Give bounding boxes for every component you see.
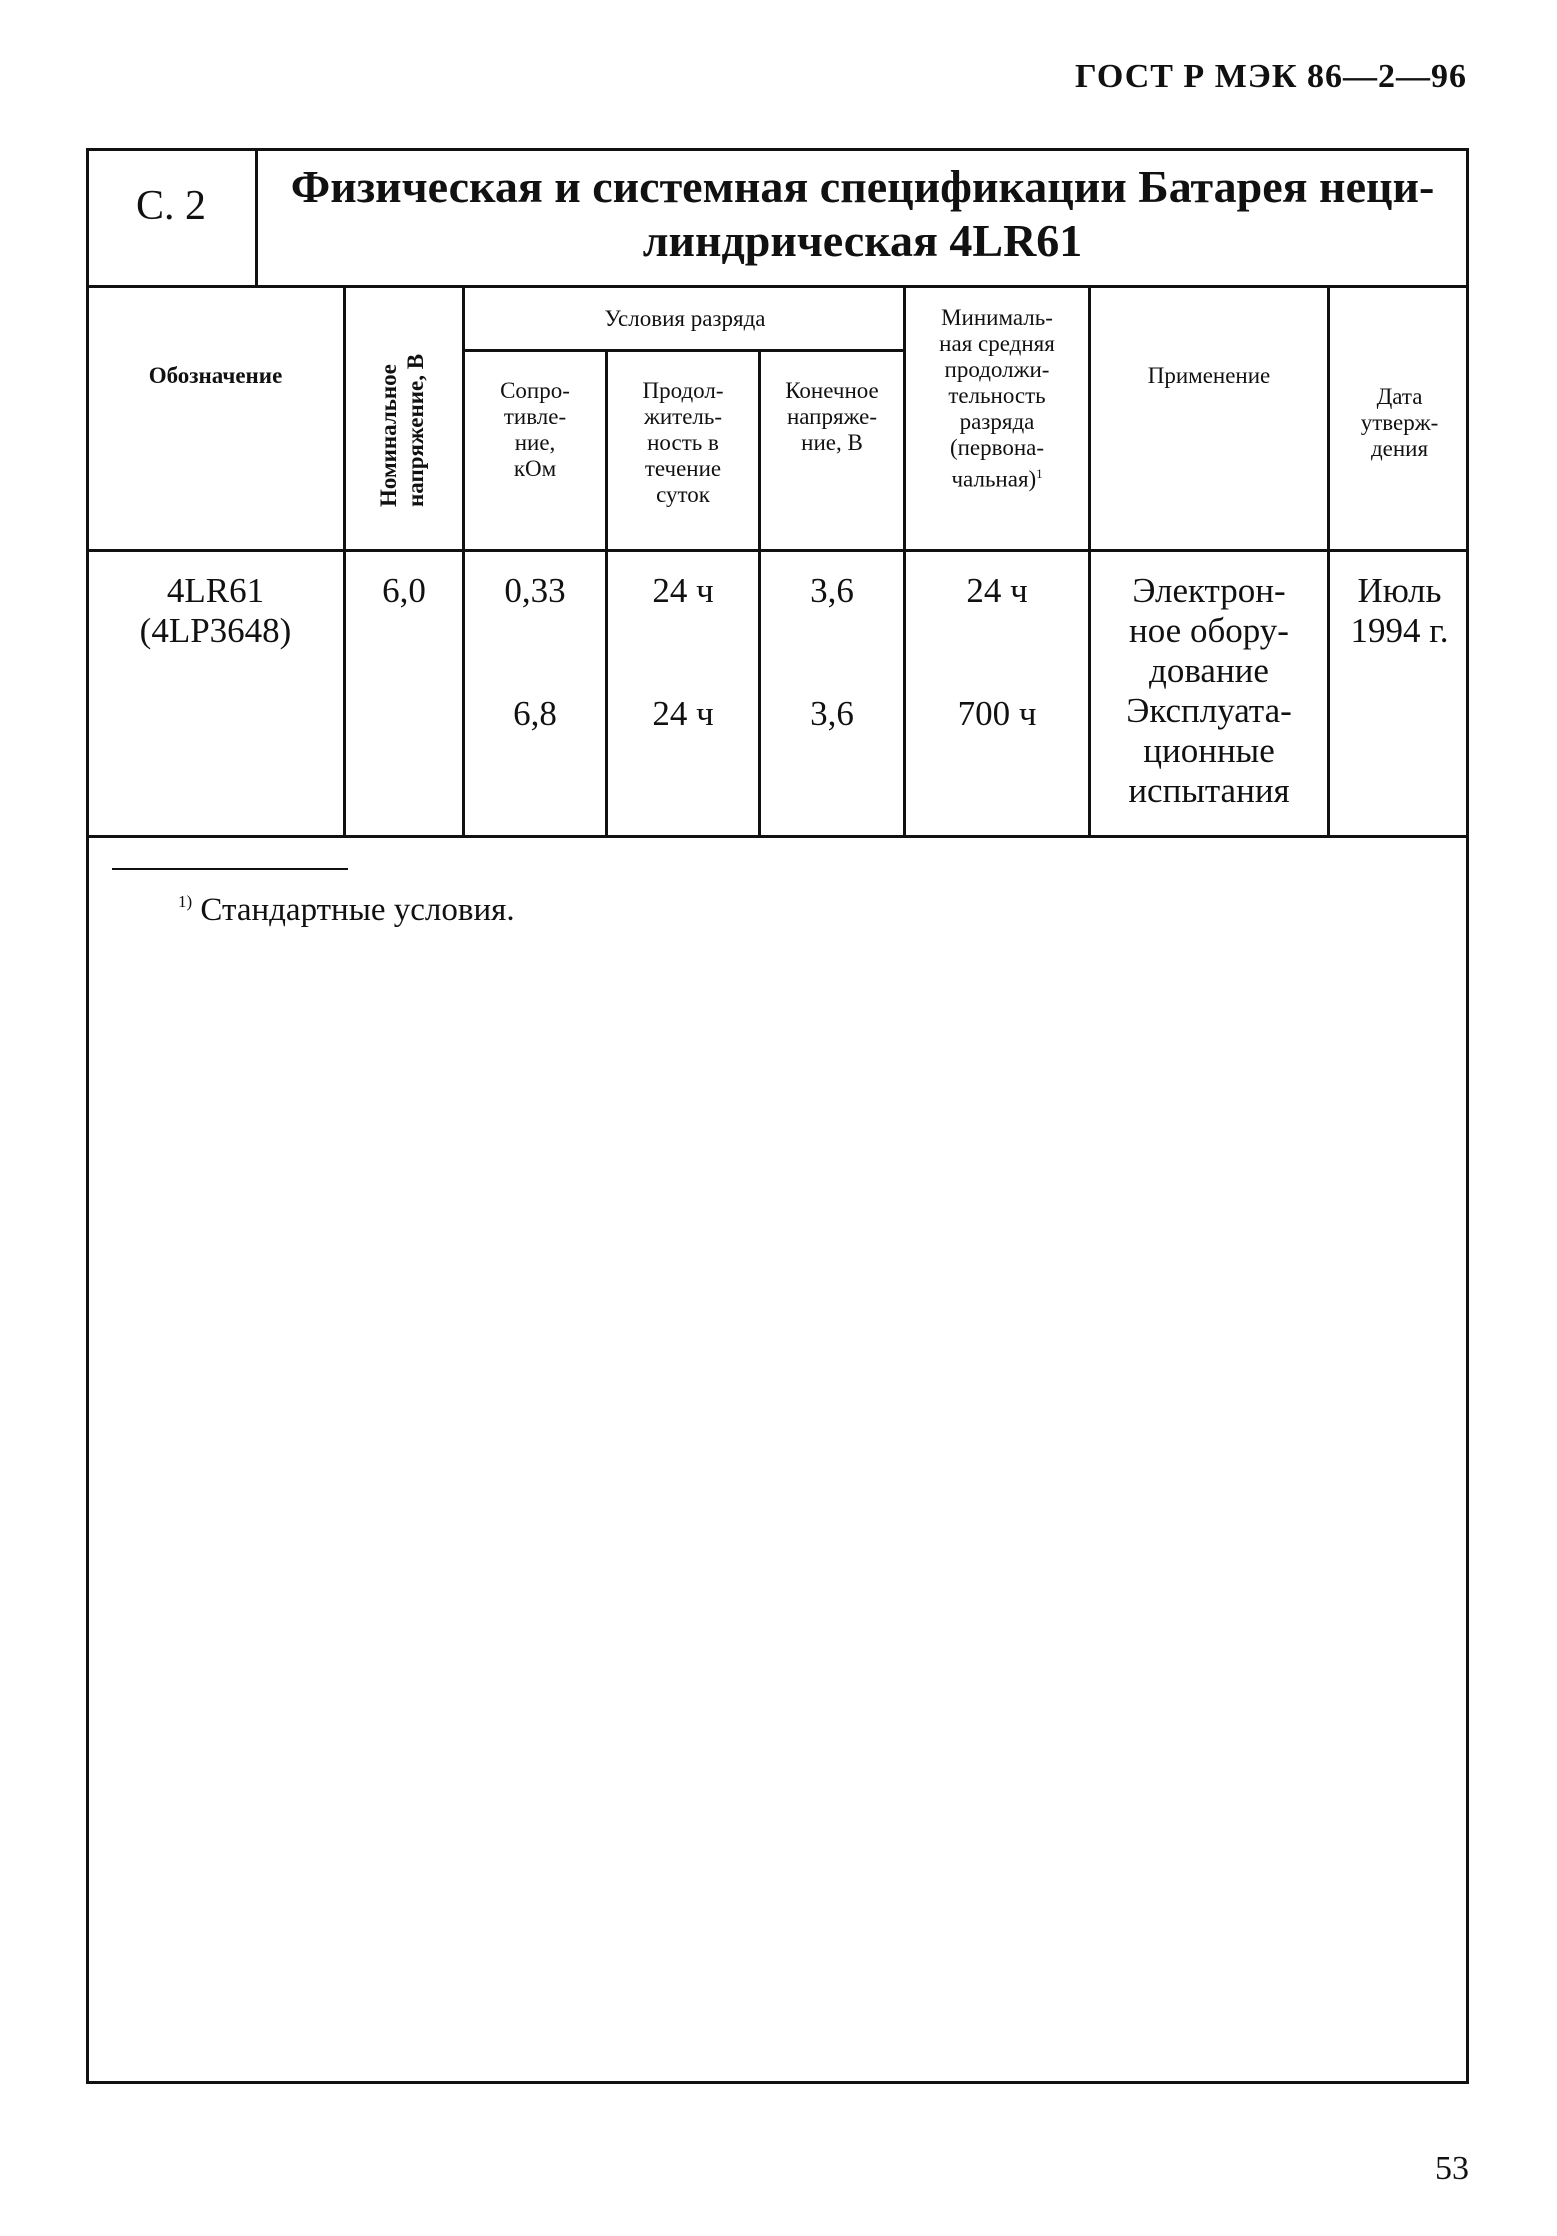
header-min-duration bbox=[906, 305, 1088, 493]
cell-min-duration-2: 700 ч bbox=[957, 694, 1037, 733]
cell-nominal-voltage: 6,0 bbox=[382, 571, 426, 610]
cell-duration-2: 24 ч bbox=[652, 694, 714, 733]
page-title bbox=[260, 160, 1465, 268]
cell-resistance-2: 6,8 bbox=[513, 694, 557, 733]
application-1: Электрон- ное обору- дование bbox=[1129, 571, 1289, 690]
cell-approval-date: Июль 1994 г. bbox=[1350, 571, 1449, 650]
cell-designation: 4LR61 (4LP3648) bbox=[139, 571, 292, 650]
table-bottom-border bbox=[86, 835, 1469, 838]
cell-min-duration-1: 24 ч bbox=[966, 571, 1028, 610]
sheet-divider bbox=[255, 148, 258, 287]
header-designation: Обозначение bbox=[148, 363, 283, 388]
page-number: 53 bbox=[1435, 2150, 1469, 2187]
col-divider-1 bbox=[343, 287, 346, 837]
footnote-text: Стандартные условия. bbox=[200, 892, 515, 928]
cell-duration-1: 24 ч bbox=[652, 571, 714, 610]
cell-end-voltage-2: 3,6 bbox=[810, 694, 854, 733]
document-code: ГОСТ Р МЭК 86—2—96 bbox=[1075, 58, 1467, 95]
header-duration: Продол- житель- ность в течение суток bbox=[642, 378, 724, 507]
header-discharge-conditions: Условия разряда bbox=[604, 306, 766, 331]
header-resistance: Сопро- тивле- ние, кОм bbox=[500, 378, 570, 481]
cell-application bbox=[1091, 571, 1327, 811]
title-line-1: Физическая и системная спецификации Батарея неци- bbox=[290, 161, 1435, 212]
sheet-number: С. 2 bbox=[135, 183, 206, 229]
cell-end-voltage-1: 3,6 bbox=[810, 571, 854, 610]
title-line-2: линдрическая 4LR61 bbox=[642, 215, 1083, 266]
footnote-rule bbox=[112, 868, 348, 870]
col-divider-7 bbox=[1327, 287, 1330, 837]
header-nominal-voltage: Номинальное напряжение, В bbox=[376, 353, 428, 507]
title-divider bbox=[86, 285, 1469, 288]
header-approval-date: Дата утверж- дения bbox=[1360, 384, 1439, 461]
application-2: Эксплуата- ционные испытания bbox=[1126, 691, 1292, 810]
footnote-marker: 1) bbox=[178, 892, 193, 911]
header-end-voltage: Конечное напряже- ние, В bbox=[785, 378, 879, 455]
header-bottom-border bbox=[86, 549, 1469, 552]
header-min-duration-text: Минималь- ная средняя продолжи- тельность разряда (первона- чальная) bbox=[939, 305, 1055, 492]
footnote bbox=[178, 892, 515, 929]
cell-resistance-1: 0,33 bbox=[504, 571, 566, 610]
subheader-divider bbox=[464, 349, 905, 352]
col-divider-2 bbox=[462, 287, 465, 837]
header-application: Применение bbox=[1147, 363, 1271, 388]
footnote-ref: 1 bbox=[1036, 467, 1043, 481]
